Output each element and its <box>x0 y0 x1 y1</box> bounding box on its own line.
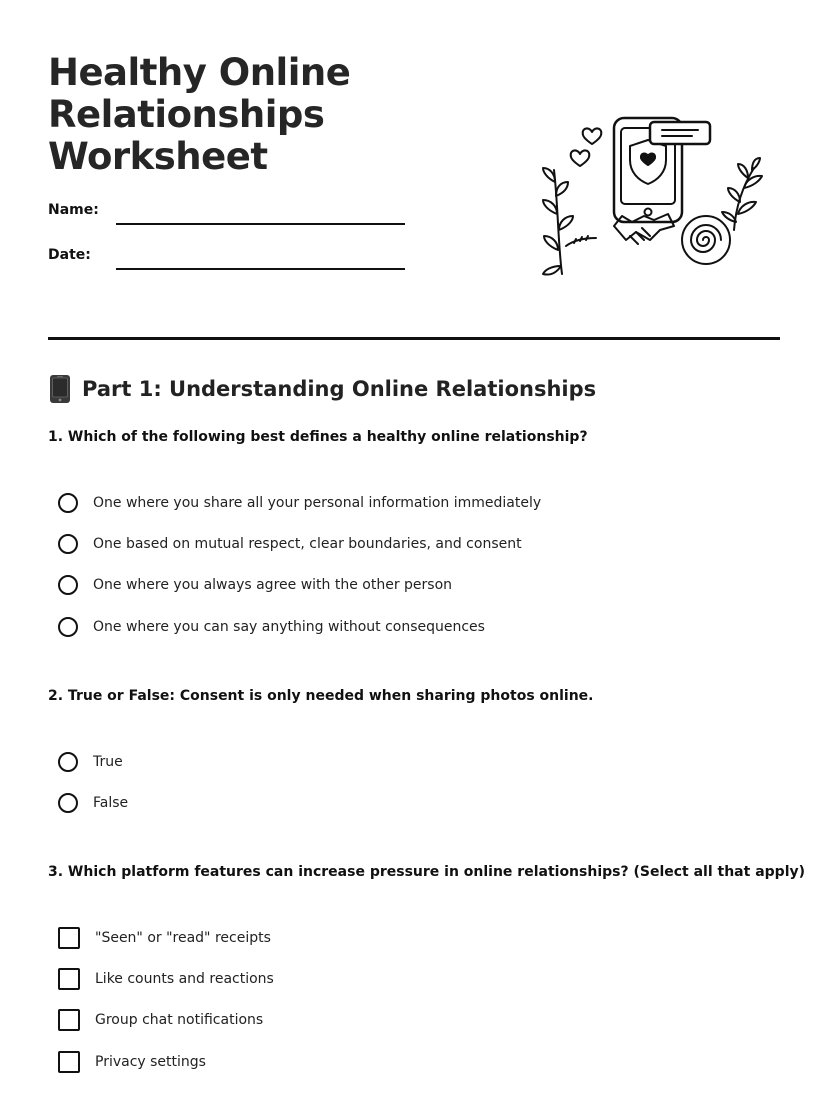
title-line-1: Healthy Online <box>48 51 351 94</box>
q1-option-4-radio[interactable] <box>58 617 78 637</box>
title-line-2: Relationships <box>48 93 325 136</box>
worksheet-title <box>48 52 468 178</box>
q1-option-2-radio[interactable] <box>58 534 78 554</box>
question-1: 1. Which of the following best defines a healthy online relationship? <box>48 429 588 445</box>
q2-option-false[interactable] <box>58 791 128 815</box>
q1-option-2-label: One based on mutual respect, clear boundaries, and consent <box>93 536 522 552</box>
q3-option-4-label: Privacy settings <box>95 1054 206 1070</box>
q2-option-true-radio[interactable] <box>58 752 78 772</box>
section-divider <box>48 337 780 340</box>
q1-option-1-radio[interactable] <box>58 493 78 513</box>
q2-option-true[interactable] <box>58 750 123 774</box>
title-line-3: Worksheet <box>48 135 268 178</box>
phone-heart-handshake-illustration <box>528 110 764 280</box>
q2-option-true-label: True <box>93 754 123 770</box>
date-label: Date: <box>48 247 91 263</box>
date-field[interactable] <box>116 268 405 270</box>
part-1-heading-text: Part 1: Understanding Online Relationships <box>82 377 597 401</box>
part-1-heading <box>48 374 596 404</box>
name-label: Name: <box>48 202 99 218</box>
q3-option-2[interactable] <box>58 967 274 991</box>
question-3: 3. Which platform features can increase pressure in online relationships? (Select all that apply) <box>48 864 806 880</box>
q1-option-3[interactable] <box>58 573 452 597</box>
mobile-phone-icon <box>48 374 72 404</box>
q1-option-3-label: One where you always agree with the other person <box>93 577 453 593</box>
q3-option-1-label: "Seen" or "read" receipts <box>95 930 271 946</box>
q3-option-3-label: Group chat notifications <box>95 1012 264 1028</box>
q3-option-1[interactable] <box>58 926 271 950</box>
q3-option-2-label: Like counts and reactions <box>95 971 274 987</box>
q3-option-2-checkbox[interactable] <box>58 968 80 990</box>
q2-option-false-radio[interactable] <box>58 793 78 813</box>
q3-option-3-checkbox[interactable] <box>58 1009 80 1031</box>
q1-option-4-label: One where you can say anything without consequences <box>93 619 485 635</box>
q2-option-false-label: False <box>93 795 129 811</box>
question-2: 2. True or False: Consent is only needed when sharing photos online. <box>48 688 594 704</box>
q3-option-3[interactable] <box>58 1008 263 1032</box>
q1-option-2[interactable] <box>58 532 522 556</box>
q1-option-1[interactable] <box>58 491 541 515</box>
name-field[interactable] <box>116 223 405 225</box>
q1-option-1-label: One where you share all your personal information immediately <box>93 495 542 511</box>
q1-option-3-radio[interactable] <box>58 575 78 595</box>
q3-option-4-checkbox[interactable] <box>58 1051 80 1073</box>
q1-option-4[interactable] <box>58 615 485 639</box>
q3-option-1-checkbox[interactable] <box>58 927 80 949</box>
q3-option-4[interactable] <box>58 1050 206 1074</box>
